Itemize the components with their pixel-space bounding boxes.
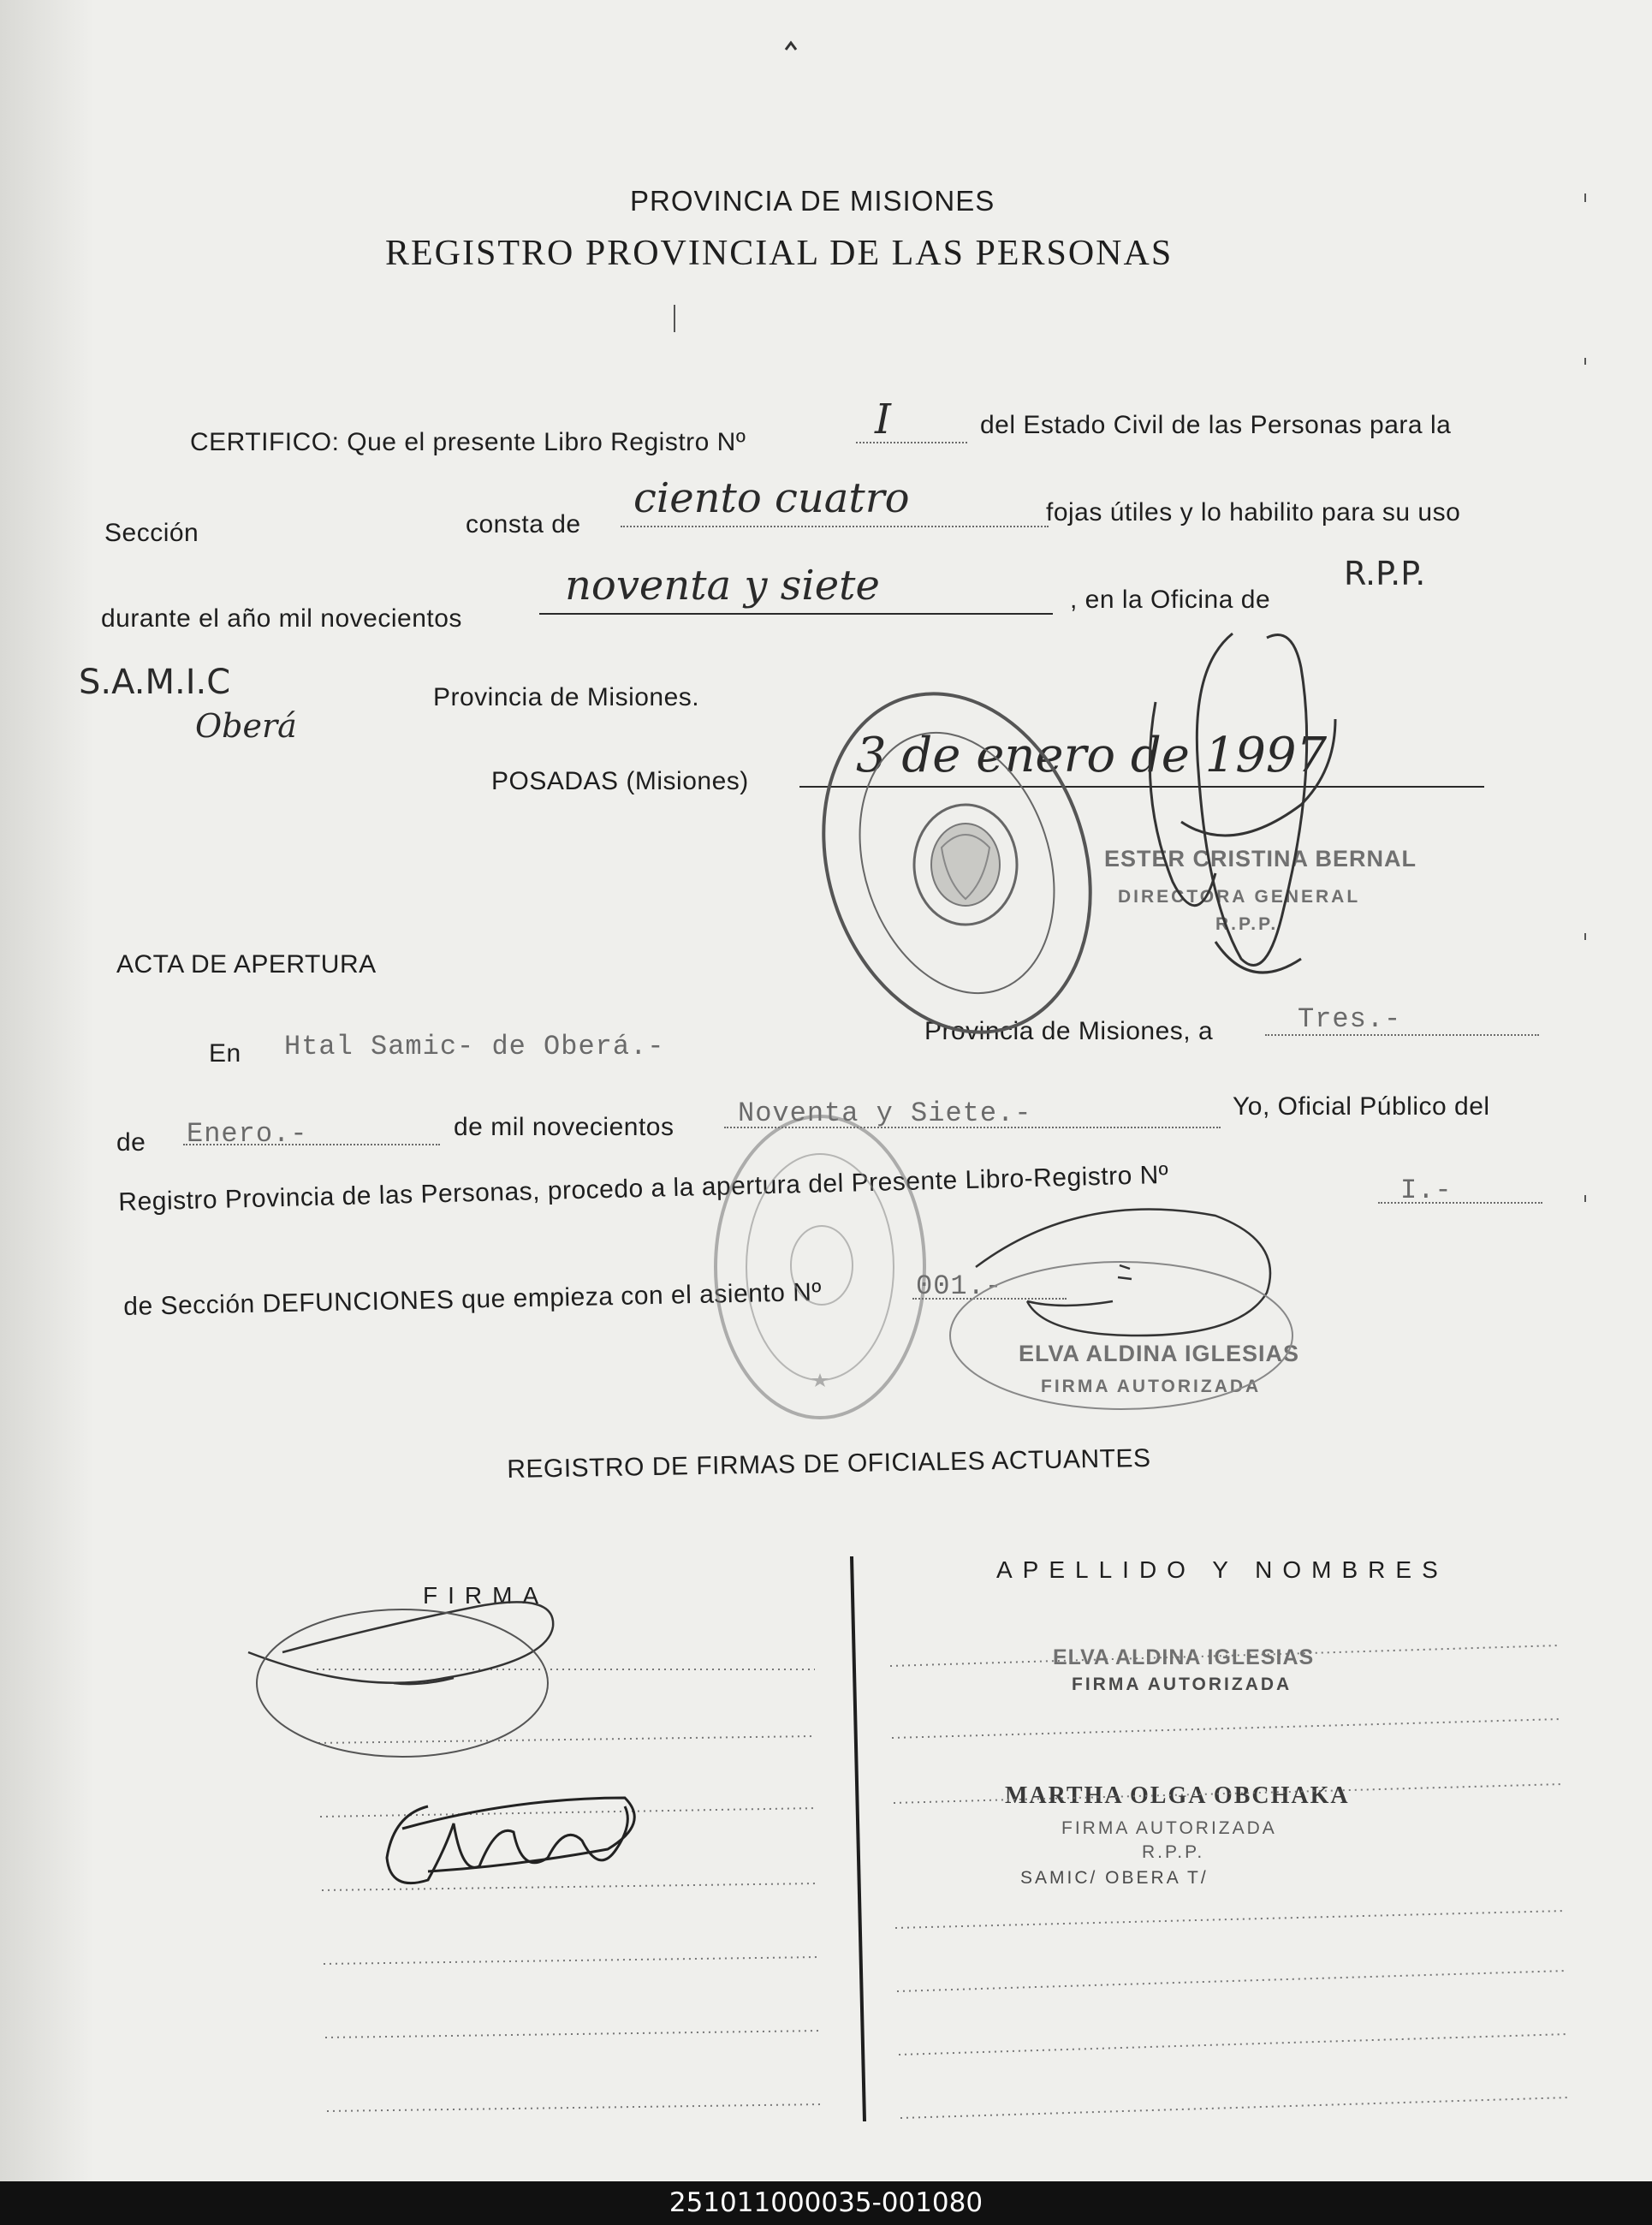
acta-line3: Registro Provincia de las Personas, procedo a la apertura del Presente Libro-Registro Nº <box>118 1160 1169 1217</box>
office-handwritten-a: R.P.P. <box>1344 555 1426 592</box>
official-name-stamp: ELVA ALDINA IGLESIAS <box>1019 1341 1300 1366</box>
signature-2 <box>387 1798 634 1883</box>
province-line: Provincia de Misiones. <box>433 683 700 711</box>
document-id-footer: 251011000035-001080 <box>0 2181 1652 2225</box>
director-title-stamp: DIRECTORA GENERAL <box>1118 887 1361 907</box>
book-number-value: I <box>875 396 891 443</box>
office-handwritten-b1: S.A.M.I.C <box>79 663 231 702</box>
cert-line1-suffix: del Estado Civil de las Personas para la <box>980 411 1452 439</box>
entry2-location: SAMIC/ OBERA T/ <box>1020 1868 1209 1888</box>
acta-official-signature <box>950 1210 1292 1410</box>
en-value: Htal Samic- de Oberá.- <box>284 1031 665 1062</box>
col-names-header: APELLIDO Y NOMBRES <box>996 1556 1448 1583</box>
entry1-name: ELVA ALDINA IGLESIAS <box>1053 1645 1315 1669</box>
cert-line3-prefix: durante el año mil novecientos <box>101 604 462 633</box>
fojas-count-value: ciento cuatro <box>633 474 910 522</box>
yo-label: Yo, Oficial Público del <box>1233 1092 1490 1121</box>
province-heading: PROVINCIA DE MISIONES <box>630 185 995 217</box>
official-title-stamp: FIRMA AUTORIZADA <box>1041 1377 1262 1396</box>
day-value: Tres.- <box>1298 1003 1402 1035</box>
cert-line2-suffix: fojas útiles y lo habilito para su uso <box>1046 498 1461 527</box>
ministry-seal <box>781 659 1132 1068</box>
entry2-name: MARTHA OLGA OBCHAKA <box>1005 1782 1350 1809</box>
prov-label: Provincia de Misiones, a <box>924 1017 1214 1045</box>
director-office-stamp: R.P.P. <box>1215 914 1279 934</box>
signature-1 <box>248 1602 553 1757</box>
cert-line1-prefix: CERTIFICO: Que el presente Libro Registro Nº <box>190 428 746 456</box>
entry2-office: R.P.P. <box>1142 1842 1205 1862</box>
office-handwritten-b2: Oberá <box>195 707 297 745</box>
acta-title: ACTA DE APERTURA <box>116 950 377 979</box>
cert-line3-suffix: , en la Oficina de <box>1070 586 1271 614</box>
consta-label: consta de <box>466 510 581 538</box>
director-signature <box>1150 634 1335 973</box>
place-label: POSADAS (Misiones) <box>491 767 749 795</box>
entry1-title: FIRMA AUTORIZADA <box>1072 1675 1292 1694</box>
en-label: En <box>209 1039 241 1068</box>
asiento-value: 001.- <box>916 1270 1003 1302</box>
registry-heading: REGISTRO PROVINCIAL DE LAS PERSONAS <box>385 234 1174 273</box>
mil-label: de mil novecientos <box>454 1113 674 1141</box>
year-words-value: noventa y siete <box>565 562 880 610</box>
place-date-value: 3 de enero de 1997 <box>856 728 1328 783</box>
signatures-title: REGISTRO DE FIRMAS DE OFICIALES ACTUANTES <box>507 1443 1151 1484</box>
month-value: Enero.- <box>187 1118 308 1150</box>
acta-line4: de Sección DEFUNCIONES que empieza con el asiento Nº <box>123 1277 823 1321</box>
col-firma-header: FIRMA <box>423 1582 550 1609</box>
de-label: de <box>116 1128 146 1157</box>
year-value: Noventa y Siete.- <box>738 1098 1032 1129</box>
seccion-label: Sección <box>104 519 199 547</box>
libro-value: I.- <box>1400 1175 1453 1206</box>
entry2-title: FIRMA AUTORIZADA <box>1061 1818 1277 1838</box>
hospital-seal <box>716 1116 924 1418</box>
director-name-stamp: ESTER CRISTINA BERNAL <box>1104 846 1417 872</box>
